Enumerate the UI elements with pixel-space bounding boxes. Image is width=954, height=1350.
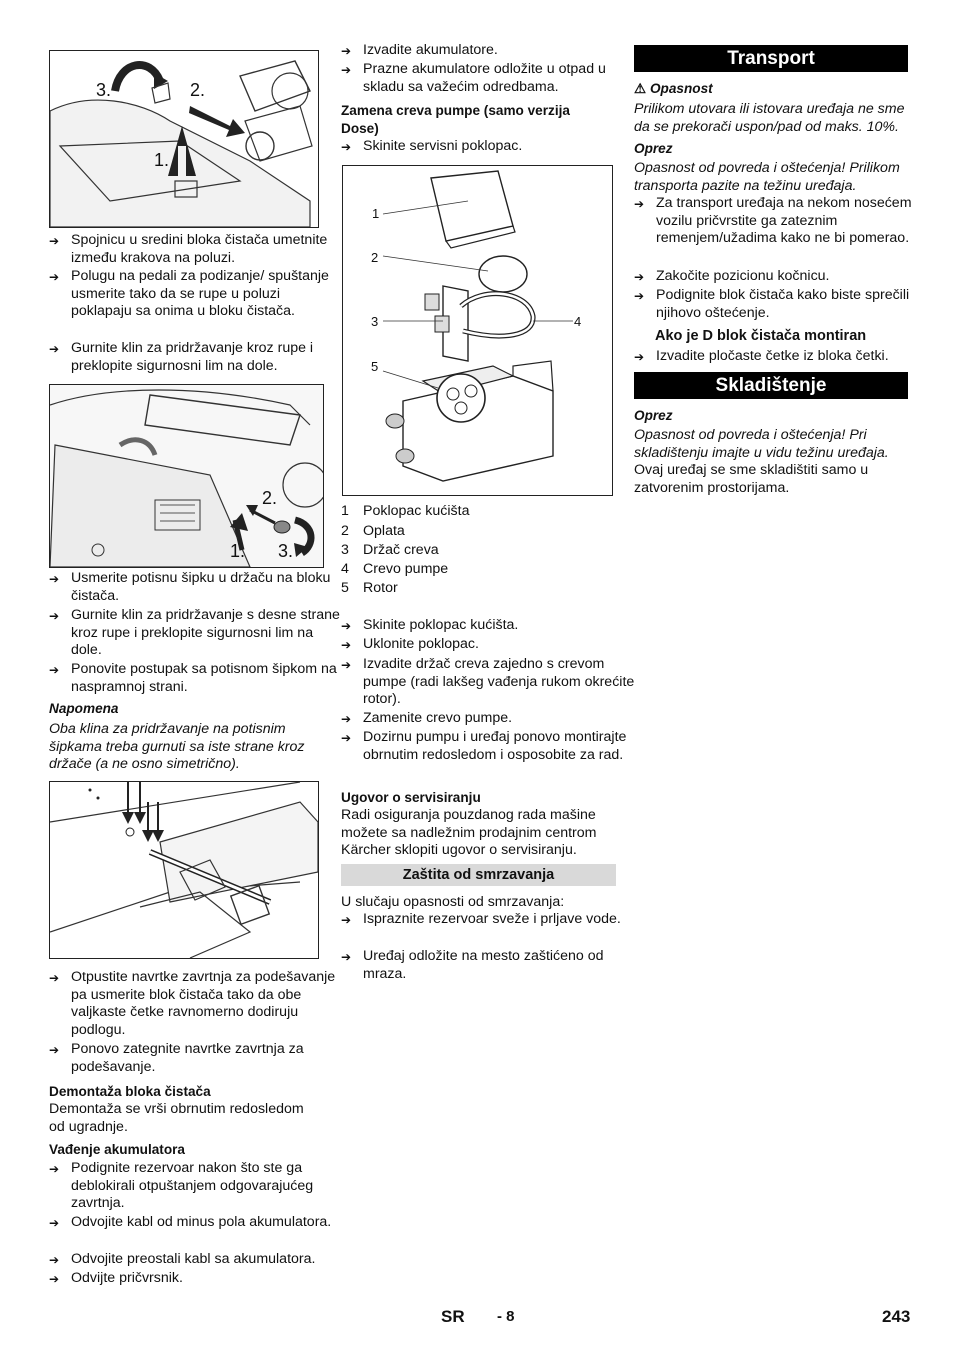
list-item: ➔ Ponovite postupak sa potisnom šipkom na naspramnoj strani. xyxy=(49,661,337,695)
push-rod-illustration xyxy=(50,385,323,567)
arrow-right-icon: ➔ xyxy=(49,572,60,586)
service-text: Radi osiguranja pouzdanog rada mašine možete sa nadležnim prodajnim centrom Kärcher sklopiti ugovor o servisiranju. xyxy=(341,807,597,859)
arrow-right-icon: ➔ xyxy=(634,289,645,303)
arrow-right-icon: ➔ xyxy=(341,638,352,652)
list-item: ➔ Usmerite potisnu šipku u držaču na bloku čistača. xyxy=(49,570,331,604)
list-item: ➔ Ispraznite rezervoar sveže i prljave vode. xyxy=(341,911,638,929)
list-item: ➔ Spojnicu u sredini bloka čistača umetnite između krakova na poluzi. xyxy=(49,232,328,266)
arrow-right-icon: ➔ xyxy=(49,234,60,248)
section-heading-frost: Zaštita od smrzavanja xyxy=(341,864,616,886)
list-item: ➔ Skinite poklopac kućišta. xyxy=(341,617,638,635)
pump-callout-2: 2 xyxy=(371,250,379,265)
figure-dosing-pump xyxy=(342,165,613,496)
section-heading-demontaza: Demontaža bloka čistača xyxy=(49,1084,211,1099)
fig1-label-1: 1. xyxy=(154,150,170,170)
arrow-right-icon: ➔ xyxy=(634,197,645,211)
list-item: ➔ Gurnite klin za pridržavanje kroz rupe i preklopite sigurnosni lim na dole. xyxy=(49,340,314,374)
section-heading-akumulator: Vađenje akumulatora xyxy=(49,1142,185,1157)
arrow-right-icon: ➔ xyxy=(49,663,60,677)
arrow-right-icon: ➔ xyxy=(341,731,352,745)
arrow-right-icon: ➔ xyxy=(341,63,352,77)
list-item: ➔ Skinite servisni poklopac. xyxy=(341,138,638,156)
list-item: ➔ Zakočite pozicionu kočnicu. xyxy=(634,268,931,286)
lever-mounting-illustration xyxy=(50,51,318,227)
arrow-right-icon: ➔ xyxy=(341,658,352,672)
pump-callout-3: 3 xyxy=(371,314,379,329)
frost-intro: U slučaju opasnosti od smrzavanja: xyxy=(341,894,565,910)
figure-lever-mounting xyxy=(49,50,319,228)
list-item: ➔ Podignite rezervoar nakon što ste ga deblokirali otpuštanjem odgovarajućeg zavrtnja. xyxy=(49,1160,314,1212)
arrow-right-icon: ➔ xyxy=(341,712,352,726)
arrow-right-icon: ➔ xyxy=(49,1216,60,1230)
arrow-right-icon: ➔ xyxy=(341,913,352,927)
arrow-right-icon: ➔ xyxy=(341,619,352,633)
arrow-right-icon: ➔ xyxy=(634,350,645,364)
list-item: ➔ Prazne akumulatore odložite u otpad u skladu sa važećim odredbama. xyxy=(341,61,606,95)
list-item: ➔ Izvadite akumulatore. xyxy=(341,42,638,60)
list-item: ➔ Odvojite preostali kabl sa akumulatora. xyxy=(49,1251,343,1269)
fig2-label-1: 1. xyxy=(230,541,246,561)
list-item: ➔ Polugu na pedali za podizanje/ spuštanje usmerite tako da se rupe u poluzi poklapaju sa onima u bloku čistača. xyxy=(49,268,329,320)
list-item: ➔ Gurnite klin za pridržavanje s desne strane kroz rupe i preklopite sigurnosni lim na dole. xyxy=(49,607,340,659)
arrow-right-icon: ➔ xyxy=(49,342,60,356)
fig2-label-2: 2. xyxy=(262,488,278,508)
danger-text: Prilikom utovara ili istovara uređaja ne sme da se prekorači uspon/pad od maks. 10%. xyxy=(634,101,905,135)
arrow-right-icon: ➔ xyxy=(634,270,645,284)
pump-callout-5: 5 xyxy=(371,359,379,374)
pump-callout-1: 1 xyxy=(372,206,380,221)
list-item: ➔ Uređaj odložite na mesto zaštićeno od mraza. xyxy=(341,948,604,982)
section-heading-d-block: Ako je D blok čistača montiran xyxy=(655,328,867,344)
list-item: ➔ Izvadite držač creva zajedno s crevom pumpe (radi lakšeg vađenja rukom okrećite rotor). xyxy=(341,656,635,708)
fig1-label-3: 3. xyxy=(96,80,112,100)
list-item: ➔ Za transport uređaja na nekom nosećem vozilu pričvrstite ga zateznim remenjem/užadima kako ne bi pomerao. xyxy=(634,195,912,247)
list-item: ➔ Uklonite poklopac. xyxy=(341,636,638,654)
section-heading-service: Ugovor o servisiranju xyxy=(341,790,481,805)
list-item: ➔ Ponovo zategnite navrtke zavrtnja za podešavanje. xyxy=(49,1041,304,1075)
caution2-heading: Oprez xyxy=(634,408,673,423)
section-banner-storage: Skladištenje xyxy=(634,372,908,399)
list-item: ➔ Dozirnu pumpu i uređaj ponovo montirajte obrnutim redosledom i osposobite za rad. xyxy=(341,729,627,763)
caution2-text: Opasnost od povreda i oštećenja! Pri skladištenju imajte u vidu težinu uređaja. xyxy=(634,427,889,461)
section-heading-hose: Zamena creva pumpe (samo verzija Dose) xyxy=(341,103,570,136)
arrow-right-icon: ➔ xyxy=(341,950,352,964)
fig1-label-2: 2. xyxy=(190,80,206,100)
footer-section-page: - 8 xyxy=(497,1308,515,1325)
arrow-right-icon: ➔ xyxy=(49,270,60,284)
arrow-right-icon: ➔ xyxy=(49,609,60,623)
list-item: ➔ Zamenite crevo pumpe. xyxy=(341,710,638,728)
caution-text: Opasnost od povreda i oštećenja! Prilikom transporta pazite na težinu uređaja. xyxy=(634,160,900,194)
dosing-pump-illustration xyxy=(343,166,612,495)
footer-language: SR xyxy=(441,1307,465,1326)
list-item: ➔ Odvijte pričvrsnik. xyxy=(49,1270,343,1288)
demontaza-text: Demontaža se vrši obrnutim redosledom od ugradnje. xyxy=(49,1101,304,1135)
arrow-right-icon: ➔ xyxy=(49,1162,60,1176)
note-heading: Napomena xyxy=(49,701,119,716)
warning-triangle-icon: ⚠ xyxy=(634,81,647,96)
arrow-right-icon: ➔ xyxy=(49,1253,60,1267)
list-item: ➔ Otpustite navrtke zavrtnja za podešavanje pa usmerite blok čistača tako da obe valjkaste četke ravnomerno dodiruju podlogu. xyxy=(49,969,336,1038)
caution-heading: Oprez xyxy=(634,141,673,156)
fig2-label-3: 3. xyxy=(278,541,294,561)
adjusting-screw-illustration xyxy=(50,782,318,958)
footer-page-number: 243 xyxy=(882,1307,911,1326)
arrow-right-icon: ➔ xyxy=(341,140,352,154)
pump-callout-4: 4 xyxy=(574,314,582,329)
section-banner-transport: Transport xyxy=(634,45,908,72)
arrow-right-icon: ➔ xyxy=(49,1043,60,1057)
arrow-right-icon: ➔ xyxy=(341,44,352,58)
note-text: Oba klina za pridržavanje na potisnim šipkama treba gurnuti sa iste strane kroz držače (a ne osno simetrično). xyxy=(49,721,305,773)
arrow-right-icon: ➔ xyxy=(49,1272,60,1286)
list-item: ➔ Izvadite pločaste četke iz bloka četki. xyxy=(634,348,931,366)
list-item: ➔ Odvojite kabl od minus pola akumulatora. xyxy=(49,1214,343,1232)
arrow-right-icon: ➔ xyxy=(49,971,60,985)
danger-heading: ⚠ Opasnost xyxy=(634,81,713,96)
list-item: ➔ Podignite blok čistača kako biste sprečili njihovo oštećenje. xyxy=(634,287,910,321)
figure-adjusting-screw xyxy=(49,781,319,959)
storage-text: Ovaj uređaj se sme skladištiti samo u zatvorenim prostorijama. xyxy=(634,462,869,496)
